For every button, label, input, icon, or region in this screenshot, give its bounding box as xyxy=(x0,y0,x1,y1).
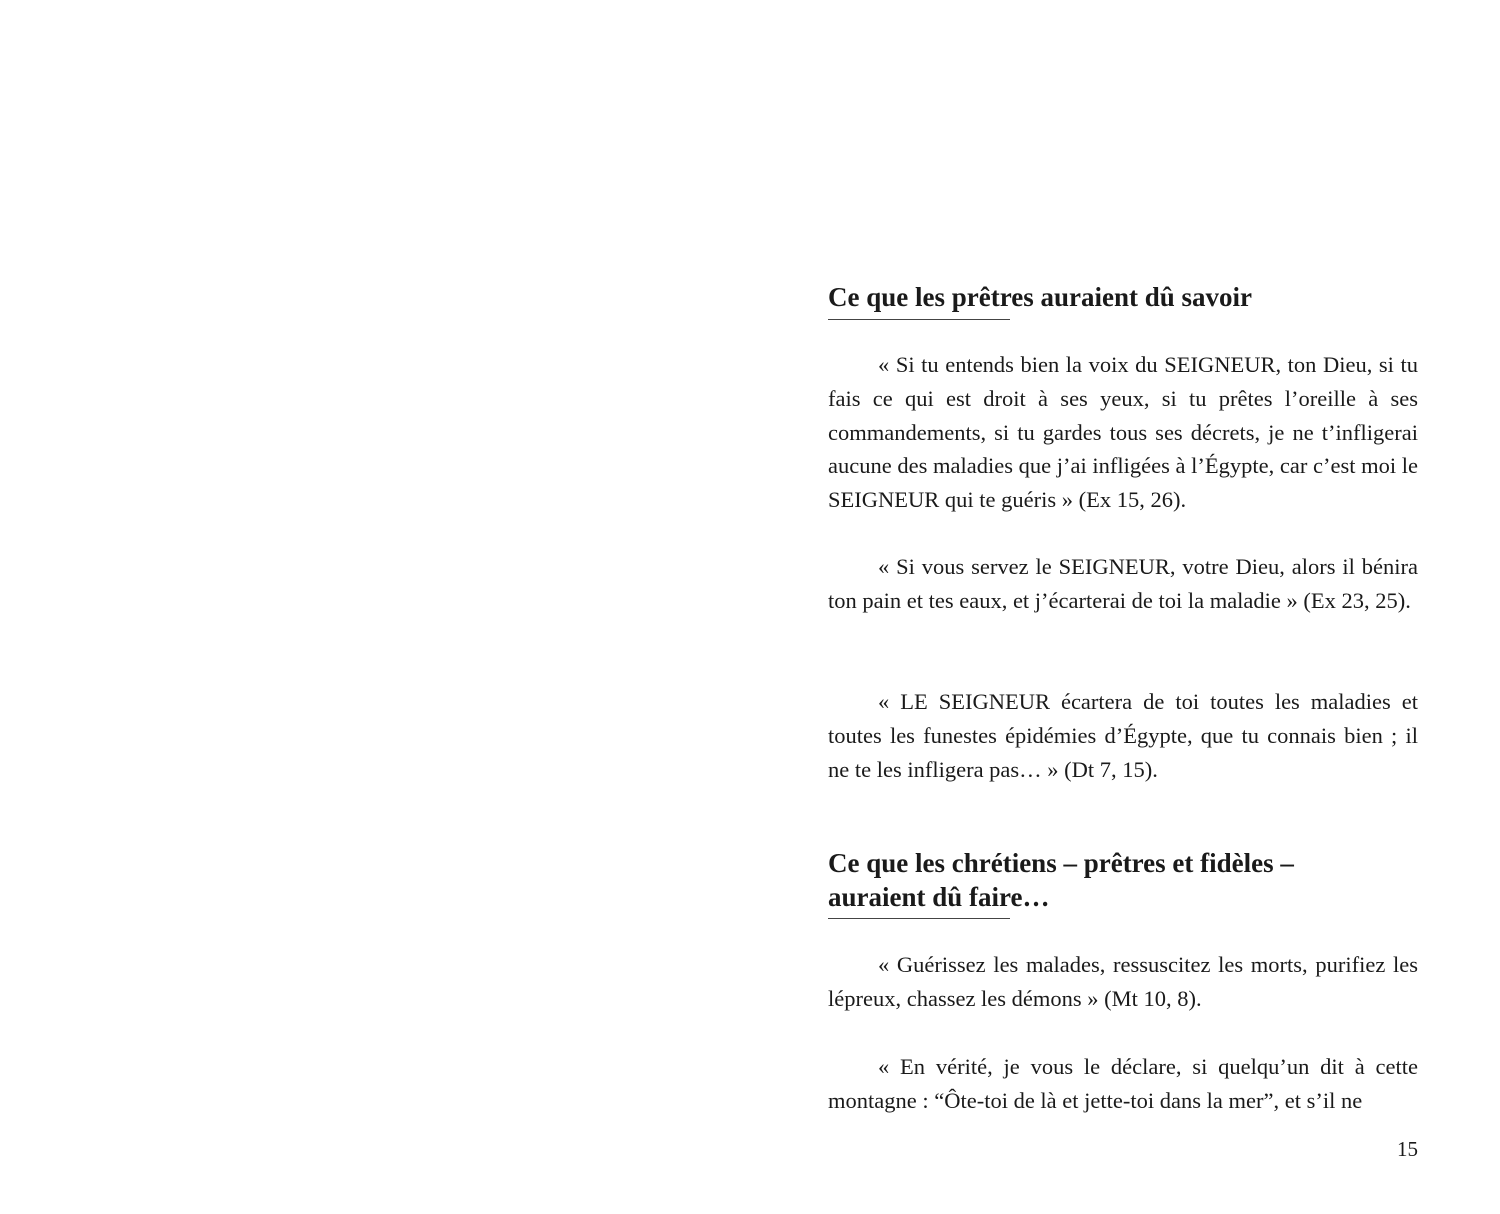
section-heading-christians xyxy=(828,846,1428,914)
quote-paragraph: « Si vous servez le SEIGNEUR, votre Dieu, alors il bénira ton pain et tes eaux, et j’écarterai de toi la maladie » (Ex 23, 25). xyxy=(828,554,1418,613)
page-number: 15 xyxy=(1397,1137,1418,1161)
quote-paragraph: « LE SEIGNEUR écartera de toi toutes les maladies et toutes les funestes épidémies d’Égypte, que tu connais bien ; il ne te les infligera pas… » (Dt 7, 15). xyxy=(828,689,1418,782)
heading-line: auraient dû faire… xyxy=(828,882,1050,912)
heading-underline xyxy=(828,918,1010,919)
quote-paragraph: « Si tu entends bien la voix du SEIGNEUR, ton Dieu, si tu fais ce qui est droit à ses yeux, si tu prêtes l’oreille à ses commandements, si tu gardes tous ses décrets, je ne t’infligerai aucune des maladies que j’ai infligées à l’Égypte, car c’est moi le SEIGNEUR qui te guéris » (Ex 15, 26). xyxy=(828,352,1418,513)
right-page xyxy=(750,0,1500,1214)
heading-line: Ce que les chrétiens – prêtres et fidèles – xyxy=(828,848,1294,878)
heading-underline xyxy=(828,319,1010,320)
section-heading-priests: Ce que les prêtres auraient dû savoir xyxy=(828,282,1252,312)
quote-paragraph: « Guérissez les malades, ressuscitez les morts, purifiez les lépreux, chassez les démons » (Mt 10, 8). xyxy=(828,952,1418,1011)
quote-paragraph: « En vérité, je vous le déclare, si quelqu’un dit à cette montagne : “Ôte-toi de là et jette-toi dans la mer”, et s’il ne xyxy=(828,1054,1418,1113)
